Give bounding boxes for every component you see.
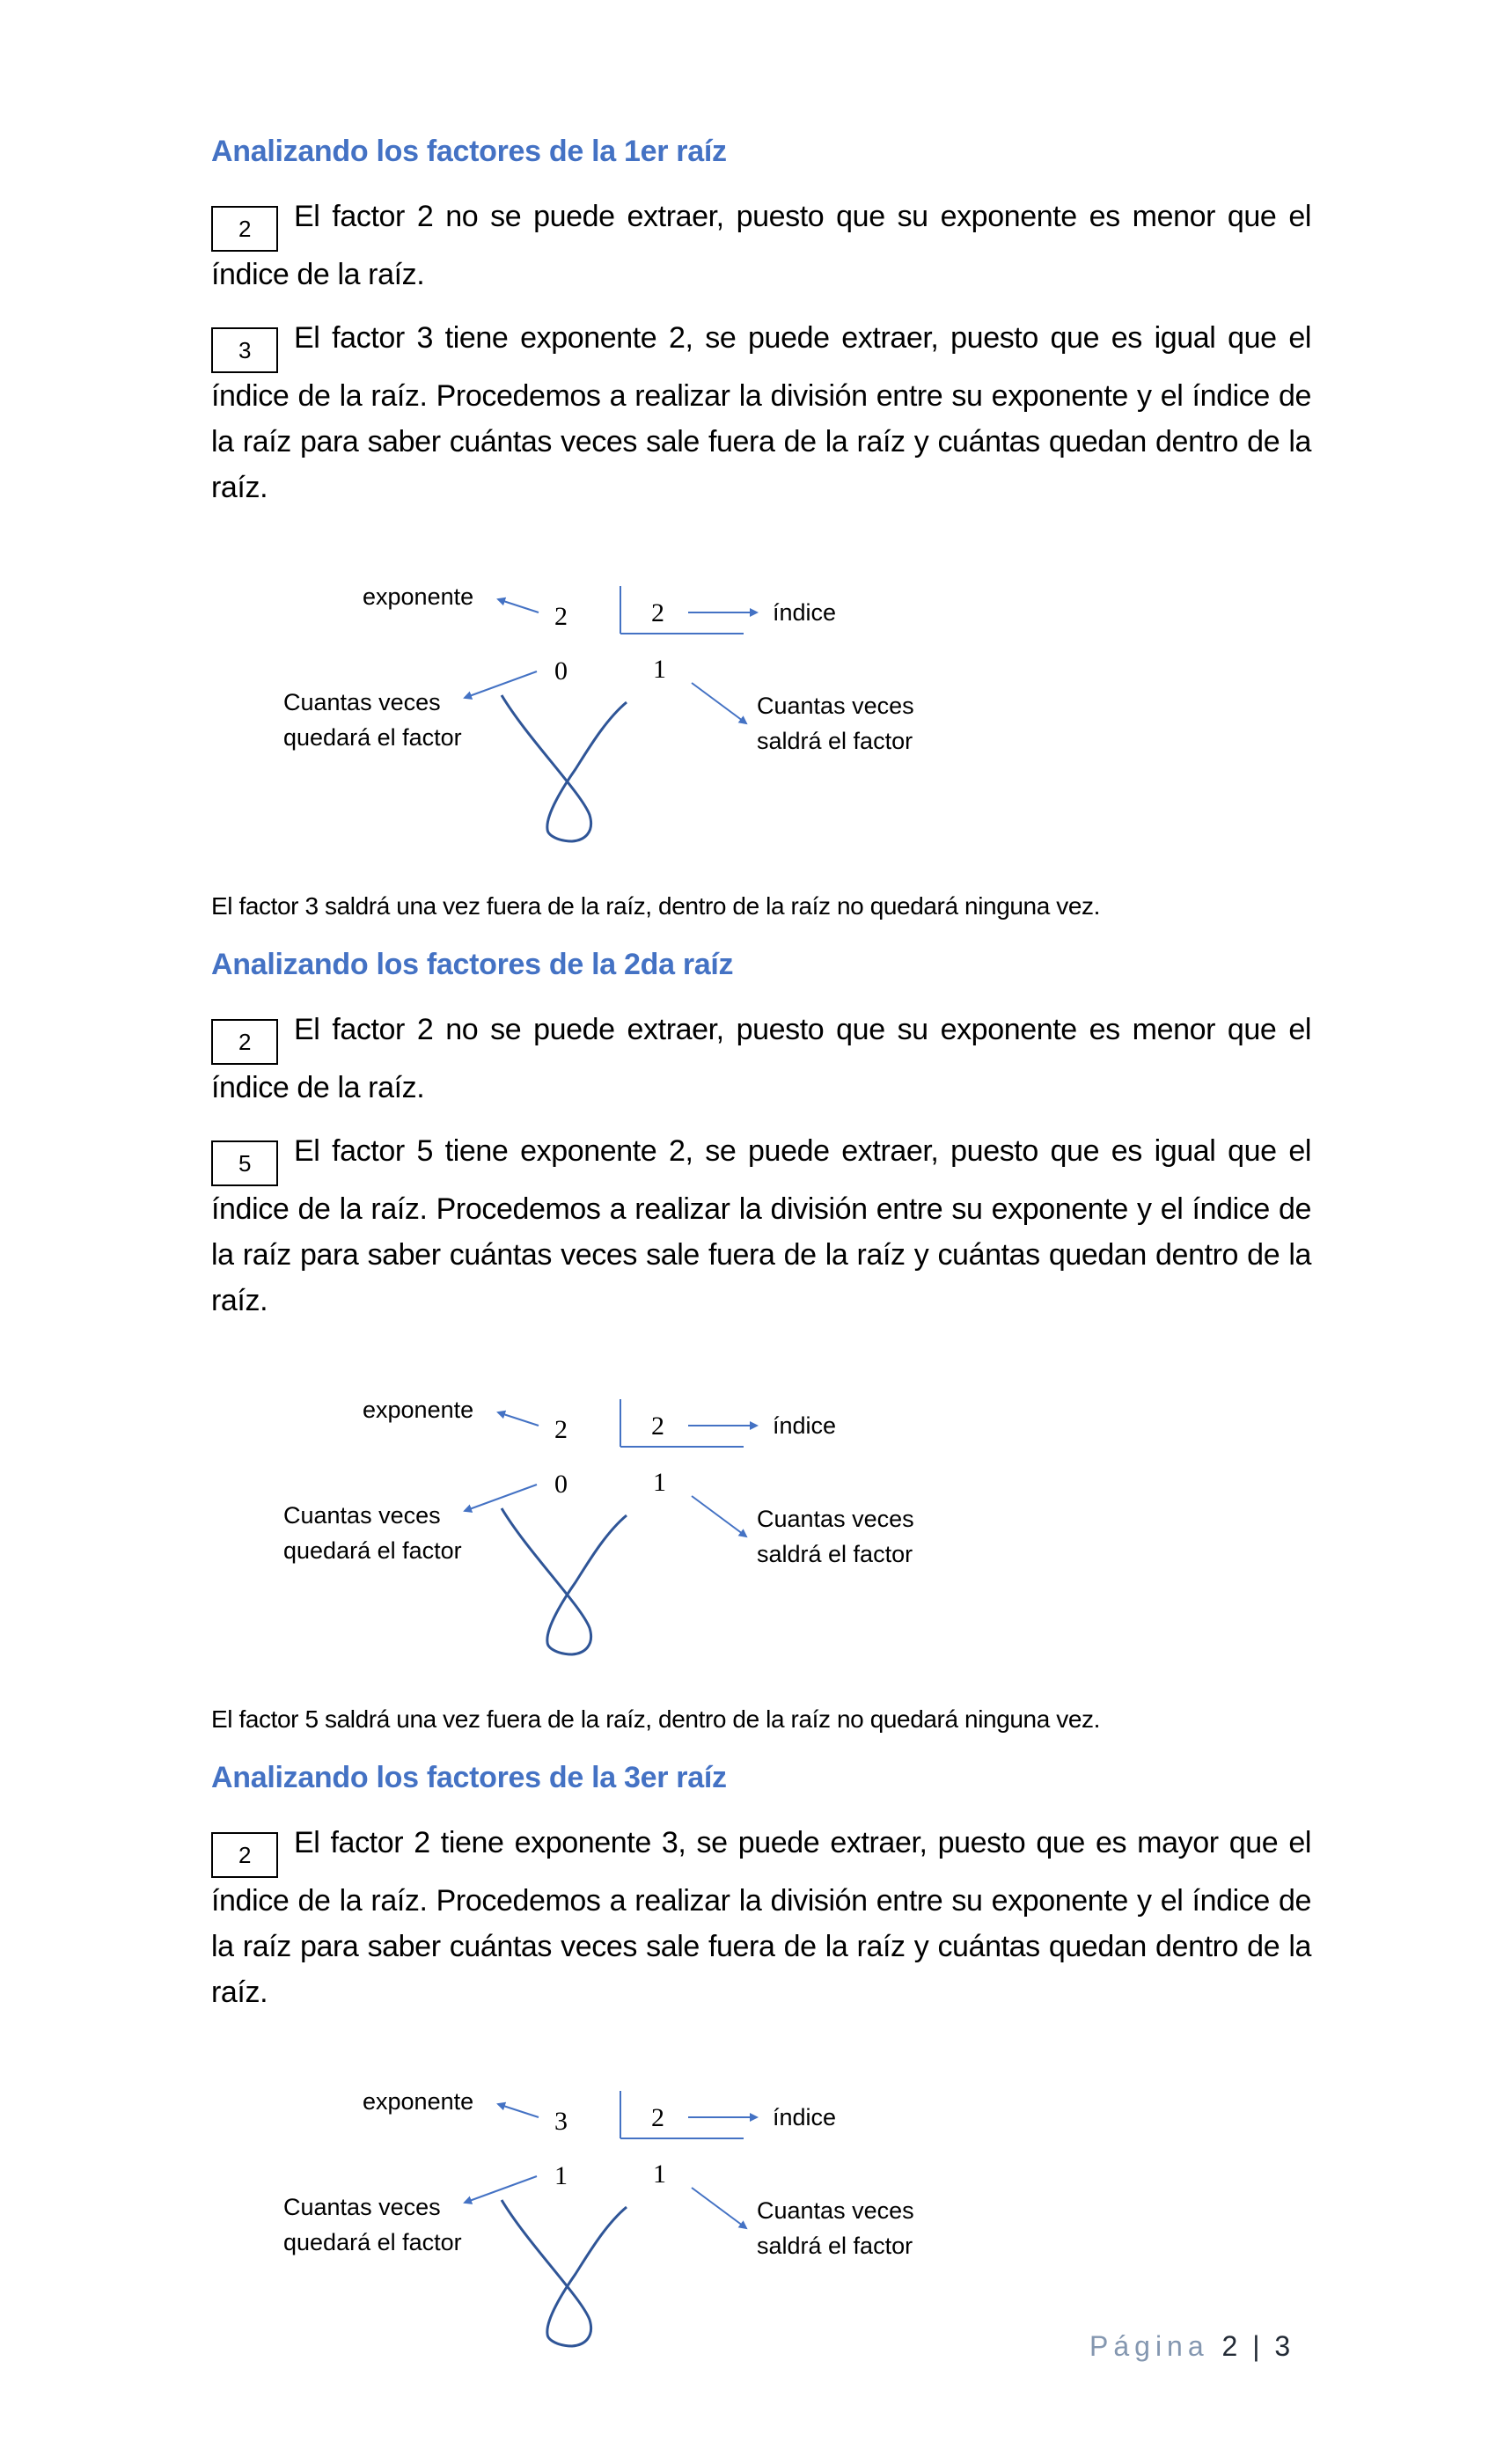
crossed-loop-shape [502, 695, 627, 841]
factor-paragraph [211, 194, 1311, 297]
remainder-label-line2: quedará el factor [283, 724, 462, 751]
quotient-label-line1: Cuantas veces [757, 1506, 914, 1532]
section-heading: Analizando los factores de la 2da raíz [211, 948, 734, 981]
indice-label: índice [773, 599, 837, 626]
indice-label: índice [773, 2104, 837, 2130]
exponent-value: 3 [554, 2107, 568, 2136]
total-pages: 3 [1274, 2330, 1293, 2362]
page-label: Página [1089, 2330, 1209, 2362]
arrow-to-remainder-label [465, 1485, 537, 1511]
factor-paragraph [211, 1128, 1311, 1324]
factor-paragraph [211, 315, 1311, 510]
arrow-to-remainder-label [465, 671, 537, 698]
division-diagram [211, 572, 1311, 889]
quotient-value: 1 [653, 655, 666, 684]
factor-box: 2 [211, 1832, 278, 1878]
factor-box: 5 [211, 1140, 278, 1186]
exponente-label: exponente [363, 583, 474, 610]
remainder-label-line1: Cuantas veces [283, 2194, 441, 2220]
exponent-value: 2 [554, 1415, 568, 1444]
remainder-value: 0 [554, 656, 568, 686]
factor-box: 3 [211, 327, 278, 373]
exponente-label: exponente [363, 1397, 474, 1423]
index-value: 2 [651, 1412, 664, 1441]
factor-text: El factor 3 tiene exponente 2, se puede extraer, puesto que es igual que el índice de la raíz. Procedemos a realizar la división entre su exponente y el índice de la raíz para saber cuántas veces sale fuera de la raíz y cuántas quedan dentro de la raíz. [211, 321, 1311, 504]
page-number: 2 [1221, 2330, 1240, 2362]
section-heading: Analizando los factores de la 1er raíz [211, 135, 727, 168]
factor-paragraph [211, 1820, 1311, 2015]
remainder-label-line2: quedará el factor [283, 1537, 462, 1564]
factor-text: El factor 2 tiene exponente 3, se puede extraer, puesto que es mayor que el índice de la raíz. Procedemos a realizar la división entre su exponente y el índice de la raíz para saber cuántas veces sale fuera de la raíz y cuántas quedan dentro de la raíz. [211, 1826, 1311, 2009]
section-heading: Analizando los factores de la 3er raíz [211, 1761, 727, 1794]
exponent-value: 2 [554, 602, 568, 631]
quotient-value: 1 [653, 2160, 666, 2189]
factor-text: El factor 2 no se puede extraer, puesto que su exponente es menor que el índice de la raíz. [211, 1013, 1311, 1104]
summary-text: El factor 5 saldrá una vez fuera de la raíz, dentro de la raíz no quedará ninguna vez. [211, 1705, 1101, 1733]
index-value: 2 [651, 2103, 664, 2132]
remainder-value: 0 [554, 1470, 568, 1499]
index-value: 2 [651, 598, 664, 627]
arrow-to-quotient-label [692, 683, 746, 723]
arrow-to-quotient-label [692, 1496, 746, 1536]
quotient-label-line2: saldrá el factor [757, 728, 913, 754]
remainder-label-line1: Cuantas veces [283, 1502, 441, 1529]
page-footer [1089, 2330, 1292, 2363]
crossed-loop-shape [502, 1508, 627, 1654]
exponente-label: exponente [363, 2088, 474, 2115]
crossed-loop-shape [502, 2200, 627, 2346]
factor-text: El factor 5 tiene exponente 2, se puede extraer, puesto que es igual que el índice de la raíz. Procedemos a realizar la división entre su exponente y el índice de la raíz para saber cuántas veces sale fuera de la raíz y cuántas quedan dentro de la raíz. [211, 1134, 1311, 1317]
factor-text: El factor 2 no se puede extraer, puesto que su exponente es menor que el índice de la raíz. [211, 200, 1311, 291]
arrow-to-exponente [498, 599, 539, 612]
quotient-label-line1: Cuantas veces [757, 2197, 914, 2224]
factor-paragraph [211, 1007, 1311, 1111]
arrow-to-quotient-label [692, 2188, 746, 2228]
factor-box: 2 [211, 1019, 278, 1065]
page-separator: | [1252, 2330, 1262, 2362]
arrow-to-exponente [498, 2104, 539, 2117]
division-diagram [211, 1385, 1311, 1702]
summary-text: El factor 3 saldrá una vez fuera de la raíz, dentro de la raíz no quedará ninguna vez. [211, 892, 1101, 920]
remainder-label-line1: Cuantas veces [283, 689, 441, 715]
quotient-label-line1: Cuantas veces [757, 693, 914, 719]
quotient-label-line2: saldrá el factor [757, 1541, 913, 1567]
page-content [211, 132, 1311, 2394]
quotient-label-line2: saldrá el factor [757, 2233, 913, 2259]
indice-label: índice [773, 1412, 837, 1439]
arrow-to-remainder-label [465, 2176, 537, 2203]
arrow-to-exponente [498, 1412, 539, 1426]
factor-box: 2 [211, 206, 278, 252]
remainder-value: 1 [554, 2161, 568, 2190]
remainder-label-line2: quedará el factor [283, 2229, 462, 2255]
quotient-value: 1 [653, 1468, 666, 1497]
